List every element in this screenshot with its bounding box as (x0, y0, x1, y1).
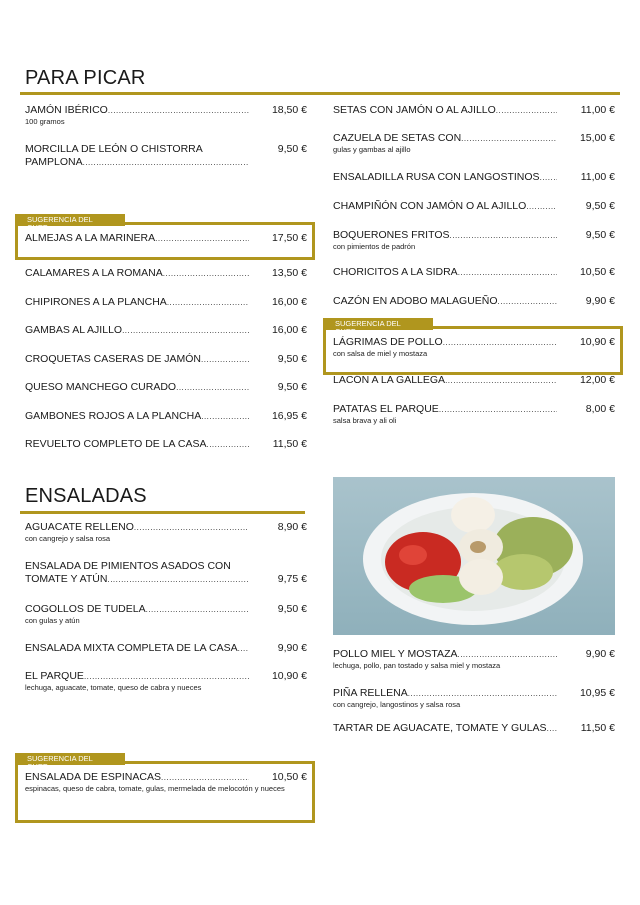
dot-leader (206, 438, 249, 451)
item-description: con cangrejo, langostinos y salsa rosa (333, 700, 461, 709)
chef-suggestion-tag: SUGERENCIA DEL CHEF (15, 753, 125, 765)
item-description: 100 gramos (25, 117, 65, 126)
item-price: 16,00 € (271, 324, 307, 336)
item-name-row (25, 410, 249, 423)
dot-leader (498, 295, 557, 308)
item-name: GAMBONES ROJOS A LA PLANCHA (25, 410, 202, 422)
item-price: 8,90 € (277, 521, 307, 533)
item-description: espinacas, queso de cabra, tomate, gulas, mermelada de melocotón y nueces (25, 784, 285, 793)
item-price: 9,50 € (277, 353, 307, 365)
item-name-row (25, 232, 249, 245)
item-name: CHIPIRONES A LA PLANCHA (25, 296, 167, 308)
item-name-row (25, 324, 249, 337)
item-name-row (25, 603, 249, 616)
menu-item (25, 104, 307, 127)
item-price: 10,90 € (579, 336, 615, 348)
item-price: 10,50 € (271, 771, 307, 783)
dot-leader (155, 232, 249, 245)
item-name-row (25, 670, 249, 683)
item-name: EL PARQUE (25, 670, 84, 682)
item-price: 11,00 € (580, 171, 615, 183)
item-name-row (333, 374, 557, 387)
item-name: QUESO MANCHEGO CURADO (25, 381, 177, 393)
menu-item (25, 670, 307, 693)
item-description: con pimientos de padrón (333, 242, 416, 251)
menu-item (333, 266, 615, 279)
item-description: gulas y gambas al ajillo (333, 145, 411, 154)
menu-item (333, 336, 615, 359)
item-name-line1: ENSALADA DE PIMIENTOS ASADOS CON (25, 560, 231, 572)
item-description: lechuga, aguacate, tomate, queso de cabra y nueces (25, 683, 202, 692)
dot-leader (547, 722, 557, 735)
dot-leader (84, 670, 249, 683)
dot-leader (201, 353, 249, 366)
menu-item (25, 296, 307, 309)
item-name-row (333, 104, 557, 117)
item-name-row (333, 403, 557, 416)
menu-item (333, 171, 615, 184)
item-price: 10,95 € (579, 687, 615, 699)
item-name: BOQUERONES FRITOS (333, 229, 450, 241)
menu-item (333, 295, 615, 308)
item-price: 18,50 € (271, 104, 307, 116)
item-name: ALMEJAS A LA MARINERA (25, 232, 156, 244)
item-name-row (333, 295, 557, 308)
item-price: 16,95 € (271, 410, 307, 422)
dot-leader (146, 603, 249, 616)
dot-leader (167, 296, 249, 309)
menu-item (25, 603, 307, 626)
dot-leader (458, 266, 557, 279)
menu-item (25, 438, 307, 451)
dot-leader (443, 336, 557, 349)
item-name-row (25, 771, 249, 784)
item-description: salsa brava y ali oli (333, 416, 397, 425)
item-name-row (333, 266, 557, 279)
menu-item (333, 687, 615, 710)
item-price: 9,90 € (585, 648, 615, 660)
dot-leader (107, 573, 249, 586)
dot-leader (439, 403, 557, 416)
dot-leader (201, 410, 249, 423)
item-name-row (25, 521, 249, 534)
item-price: 11,50 € (272, 438, 307, 450)
item-price: 11,50 € (580, 722, 615, 734)
dot-leader (122, 324, 249, 337)
menu-item (333, 722, 615, 735)
dot-leader (461, 132, 557, 145)
item-price: 11,00 € (580, 104, 615, 116)
item-price: 10,90 € (271, 670, 307, 682)
menu-item (333, 374, 615, 387)
menu-item (25, 771, 307, 794)
item-price: 8,00 € (585, 403, 615, 415)
item-name: CROQUETAS CASERAS DE JAMÓN (25, 353, 201, 365)
menu-item (333, 648, 615, 671)
item-price: 9,50 € (277, 381, 307, 393)
item-description: lechuga, pollo, pan tostado y salsa miel y mostaza (333, 661, 501, 670)
item-name: ENSALADA MIXTA COMPLETA DE LA CASA (25, 642, 238, 654)
dot-leader (408, 687, 557, 700)
item-name-row (333, 648, 557, 661)
menu-item (25, 143, 307, 169)
dot-leader (540, 171, 557, 184)
item-name-row (333, 336, 557, 349)
item-name: CHORICITOS A LA SIDRA (333, 266, 458, 278)
menu-item (25, 353, 307, 366)
menu-item (25, 381, 307, 394)
item-name-row (333, 200, 557, 213)
item-name: LACÓN A LA GALLEGA (333, 374, 446, 386)
chef-suggestion-tag: SUGERENCIA DEL CHEF (323, 318, 433, 330)
menu-item (25, 324, 307, 337)
dot-leader (445, 374, 557, 387)
menu-item (25, 410, 307, 423)
menu-item (25, 267, 307, 280)
item-price: 9,50 € (277, 603, 307, 615)
item-name-line1: MORCILLA DE LEÓN O CHISTORRA (25, 143, 203, 155)
item-name: GAMBAS AL AJILLO (25, 324, 123, 336)
item-price: 9,90 € (585, 295, 615, 307)
salad-photo (333, 477, 615, 635)
chef-suggestion-tag: SUGERENCIA DEL CHEF (15, 214, 125, 226)
item-name: ENSALADILLA RUSA CON LANGOSTINOS (333, 171, 540, 183)
item-price: 9,50 € (585, 200, 615, 212)
item-name-row (25, 381, 249, 394)
item-name-row (25, 267, 249, 280)
item-name-row (25, 104, 249, 117)
menu-item (333, 132, 615, 155)
item-name: CAZUELA DE SETAS CON (333, 132, 462, 144)
dot-leader (450, 229, 558, 242)
dot-leader (134, 521, 249, 534)
item-name: JAMÓN IBÉRICO (25, 104, 108, 116)
item-name: PAMPLONA (25, 156, 83, 168)
item-price: 16,00 € (271, 296, 307, 308)
item-name-row (25, 296, 249, 309)
item-name: LÁGRIMAS DE POLLO (333, 336, 443, 348)
dot-leader (238, 642, 249, 655)
item-name: CHAMPIÑÓN CON JAMÓN O AL AJILLO (333, 200, 527, 212)
item-name: TARTAR DE AGUACATE, TOMATE Y GULAS (333, 722, 547, 734)
item-price: 15,00 € (579, 132, 615, 144)
item-name: REVUELTO COMPLETO DE LA CASA (25, 438, 207, 450)
section-title-para-picar: PARA PICAR (25, 67, 146, 89)
menu-item (333, 104, 615, 117)
dot-leader (108, 104, 249, 117)
menu-item (25, 642, 307, 655)
dot-leader (457, 648, 557, 661)
item-name: TOMATE Y ATÚN (25, 573, 108, 585)
item-name-row (25, 573, 249, 586)
item-name-row (25, 642, 249, 655)
item-price: 12,00 € (579, 374, 615, 386)
item-name: CALAMARES A LA ROMANA (25, 267, 163, 279)
item-name-row (25, 438, 249, 451)
item-price: 9,50 € (585, 229, 615, 241)
dot-leader (161, 771, 249, 784)
menu-item (25, 560, 307, 586)
item-name-row (25, 353, 249, 366)
item-price: 13,50 € (271, 267, 307, 279)
item-price: 10,50 € (579, 266, 615, 278)
item-description: con gulas y atún (25, 616, 80, 625)
section-divider (20, 92, 620, 95)
section-divider (20, 511, 305, 514)
item-name-row (333, 171, 557, 184)
menu-item (25, 521, 307, 544)
item-description: con cangrejo y salsa rosa (25, 534, 111, 543)
section-title-ensaladas: ENSALADAS (25, 485, 147, 507)
item-name: SETAS CON JAMÓN O AL AJILLO (333, 104, 496, 116)
item-name: PIÑA RELLENA (333, 687, 408, 699)
dot-leader (526, 200, 557, 213)
dot-leader (176, 381, 249, 394)
item-name: AGUACATE RELLENO (25, 521, 134, 533)
item-name: PATATAS EL PARQUE (333, 403, 439, 415)
dot-leader (163, 267, 249, 280)
item-price: 9,50 € (277, 143, 307, 155)
menu-item (333, 200, 615, 213)
menu-item (25, 232, 307, 245)
item-name: ENSALADA DE ESPINACAS (25, 771, 161, 783)
item-name: CAZÓN EN ADOBO MALAGUEÑO (333, 295, 498, 307)
item-name-row (333, 132, 557, 145)
item-price: 9,75 € (277, 573, 307, 585)
item-description: con salsa de miel y mostaza (333, 349, 428, 358)
dot-leader (496, 104, 557, 117)
menu-item (333, 403, 615, 426)
item-name-row (333, 722, 557, 735)
menu-item (333, 229, 615, 252)
item-price: 17,50 € (271, 232, 307, 244)
item-name: POLLO MIEL Y MOSTAZA (333, 648, 458, 660)
item-name-row (25, 156, 249, 169)
dot-leader (83, 156, 249, 169)
item-name: COGOLLOS DE TUDELA (25, 603, 146, 615)
item-name-row (333, 229, 557, 242)
item-price: 9,90 € (277, 642, 307, 654)
item-name-row (333, 687, 557, 700)
